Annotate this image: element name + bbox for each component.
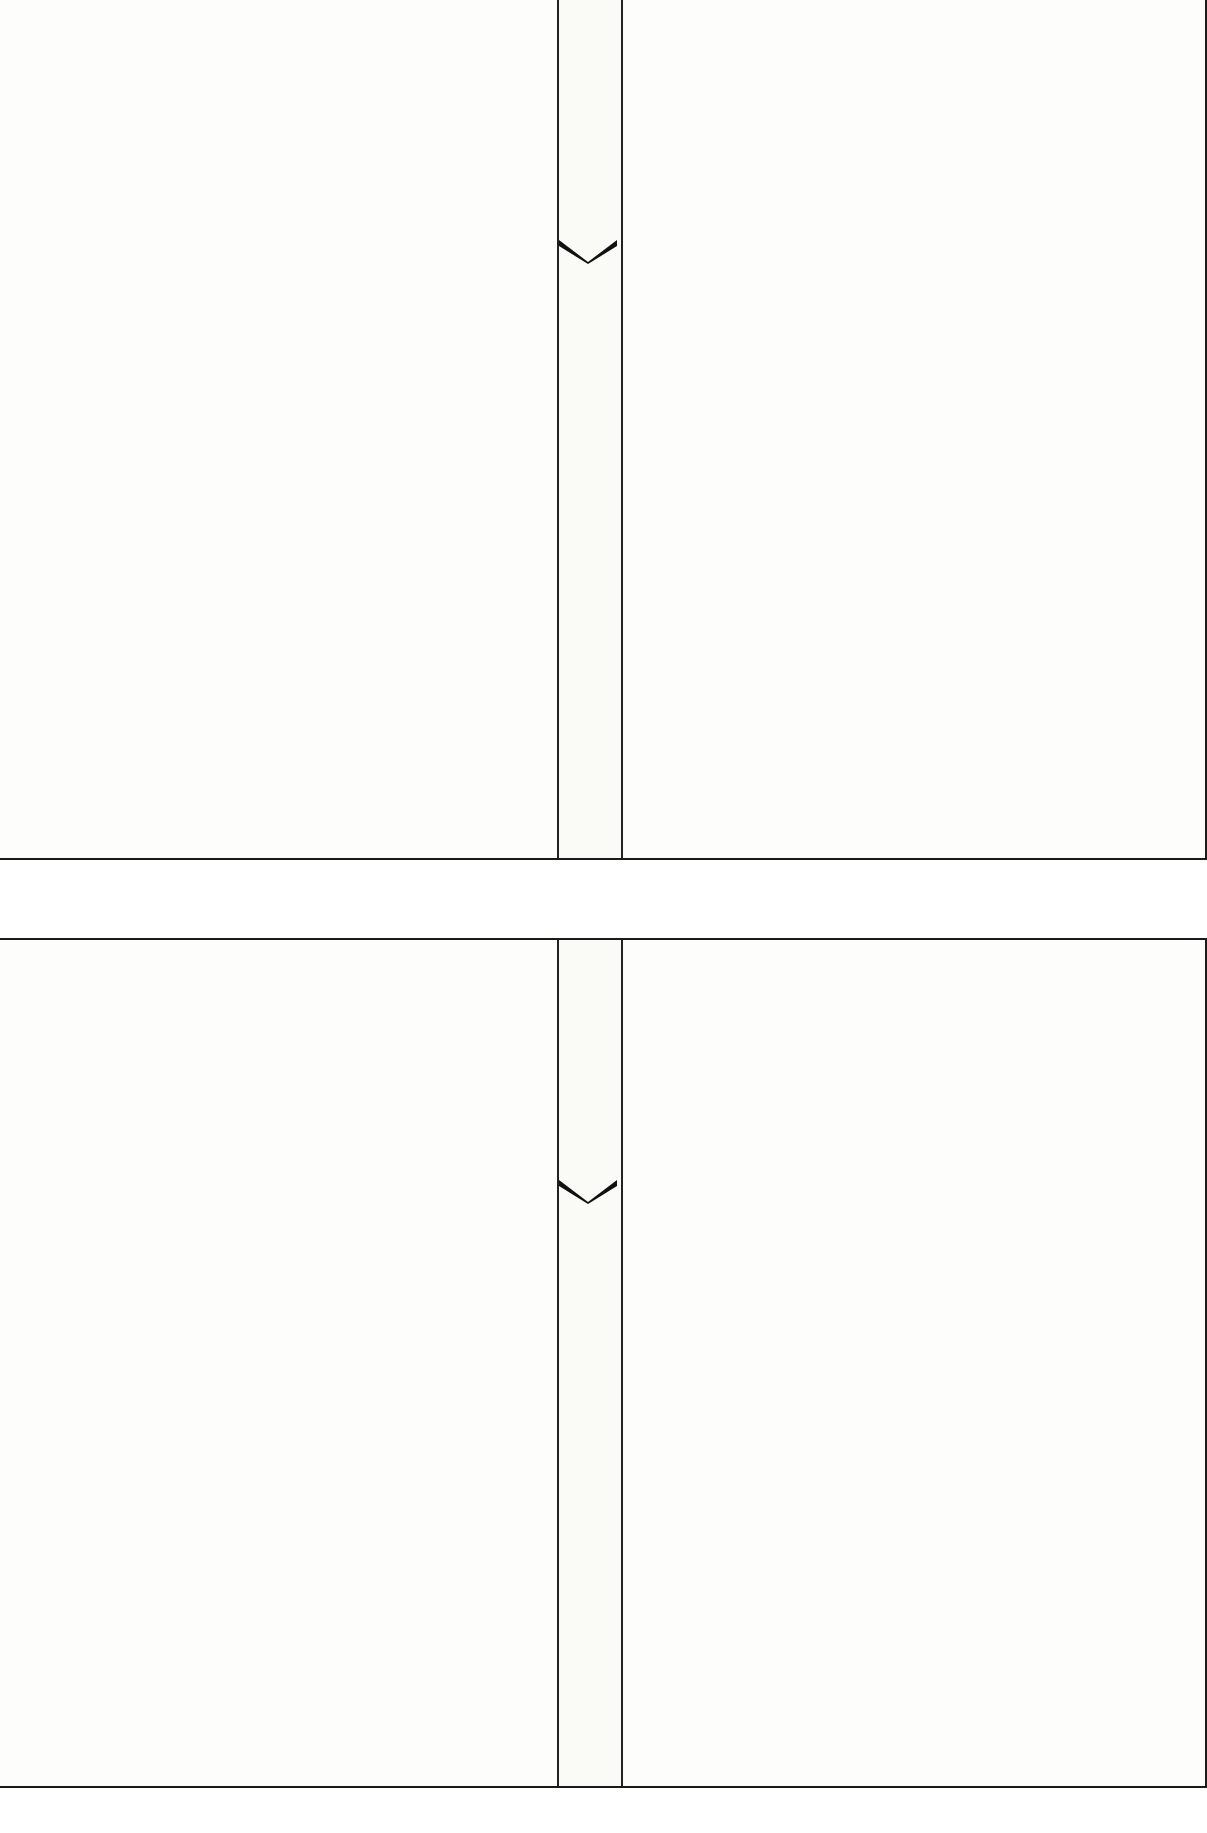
bottom-page bbox=[0, 938, 1207, 1788]
bottom-center-fold bbox=[557, 940, 623, 1786]
top-page bbox=[0, 0, 1207, 860]
fish-tail-icon bbox=[559, 240, 617, 264]
top-center-fold bbox=[557, 0, 623, 858]
fish-tail-icon bbox=[559, 1180, 617, 1204]
